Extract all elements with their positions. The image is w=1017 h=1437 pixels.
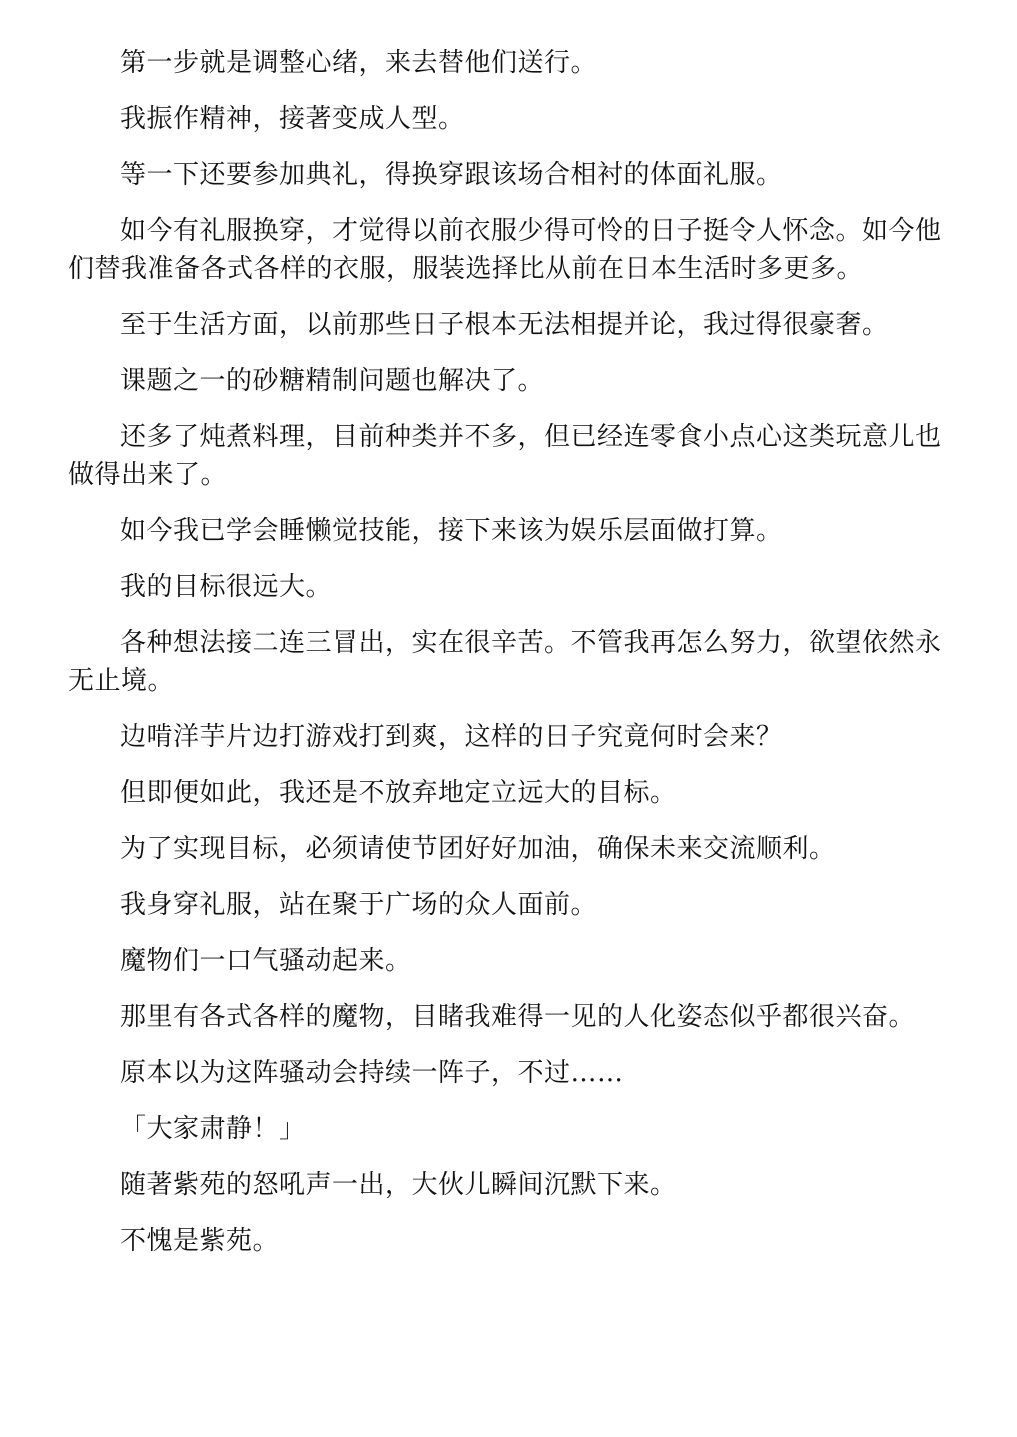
paragraph: 那里有各式各样的魔物，目睹我难得一见的人化姿态似乎都很兴奋。 [120, 1002, 916, 1032]
paragraph: 为了实现目标，必须请使节团好好加油，确保未来交流顺利。 [120, 834, 836, 864]
paragraph: 至于生活方面，以前那些日子根本无法相提并论，我过得很豪奢。 [120, 310, 889, 340]
paragraph: 我身穿礼服，站在聚于广场的众人面前。 [120, 890, 598, 920]
paragraph: 不愧是紫苑。 [120, 1226, 280, 1256]
paragraph: 如今有礼服换穿，才觉得以前衣服少得可怜的日子挺令人怀念。如今他们替我准备各式各样的衣服，服装选择比从前在日本生活时多更多。 [68, 216, 942, 284]
paragraph: 魔物们一口气骚动起来。 [120, 946, 412, 976]
paragraph: 等一下还要参加典礼，得换穿跟该场合相衬的体面礼服。 [120, 160, 783, 190]
paragraph: 如今我已学会睡懒觉技能，接下来该为娱乐层面做打算。 [120, 516, 783, 546]
paragraph: 第一步就是调整心绪，来去替他们送行。 [120, 48, 598, 78]
paragraph: 但即便如此，我还是不放弃地定立远大的目标。 [120, 778, 677, 808]
paragraph: 我振作精神，接著变成人型。 [120, 104, 465, 134]
paragraph: 还多了炖煮料理，目前种类并不多，但已经连零食小点心这类玩意儿也做得出来了。 [68, 422, 942, 490]
paragraph: 随著紫苑的怒吼声一出，大伙儿瞬间沉默下来。 [120, 1170, 677, 1200]
paragraph: 我的目标很远大。 [120, 572, 333, 602]
paragraph: 原本以为这阵骚动会持续一阵子，不过…… [120, 1058, 624, 1088]
paragraph: 课题之一的砂糖精制问题也解决了。 [120, 366, 545, 396]
dialogue-line: 「大家肃静！」 [120, 1114, 306, 1144]
paragraph: 边啃洋芋片边打游戏打到爽，这样的日子究竟何时会来？ [120, 722, 783, 752]
paragraph: 各种想法接二连三冒出，实在很辛苦。不管我再怎么努力，欲望依然永无止境。 [68, 628, 942, 696]
document-page [68, 44, 948, 1260]
